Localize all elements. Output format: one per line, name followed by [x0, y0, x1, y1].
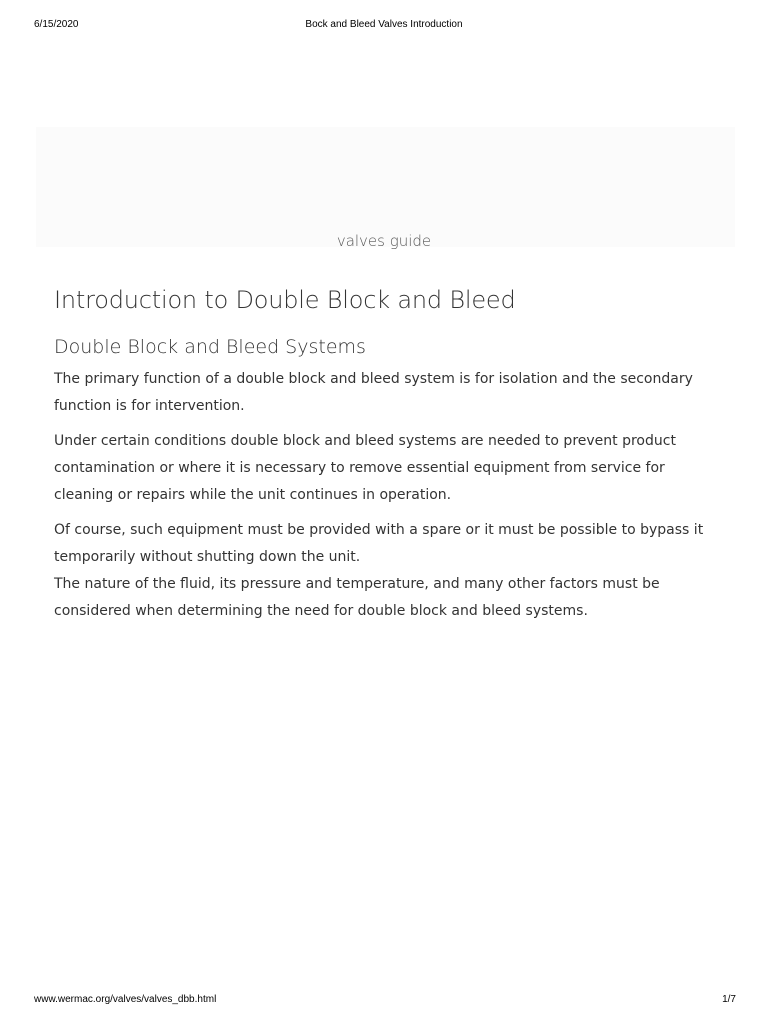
print-document-title: Bock and Bleed Valves Introduction — [305, 19, 463, 30]
paragraph-primary-function: The primary function of a double block and bleed system is for isolation and the secondary function is for intervention. — [54, 371, 693, 414]
page-number: 1/7 — [722, 994, 736, 1005]
site-name[interactable]: valves guide — [336, 232, 432, 250]
page-title: Introduction to Double Block and Bleed — [54, 286, 516, 314]
paragraph-conditions: Under certain conditions double block and bleed systems are needed to prevent product contamination or where it is necessary to remove essential equipment from service for cleaning or repairs while the unit continues in operation. — [54, 433, 676, 503]
print-date: 6/15/2020 — [34, 19, 79, 30]
banner-area — [36, 127, 735, 247]
print-header — [34, 19, 734, 33]
print-url: www.wermac.org/valves/valves_dbb.html — [34, 994, 217, 1005]
section-heading: Double Block and Bleed Systems — [54, 336, 366, 358]
paragraph-fluid-factors: The nature of the fluid, its pressure and temperature, and many other factors must be considered when determining the need for double block and bleed systems. — [54, 576, 660, 619]
print-footer — [34, 994, 736, 1008]
paragraph-spare-equipment: Of course, such equipment must be provided with a spare or it must be possible to bypass it temporarily without shutting down the unit. — [54, 522, 704, 565]
article-content — [54, 280, 714, 625]
